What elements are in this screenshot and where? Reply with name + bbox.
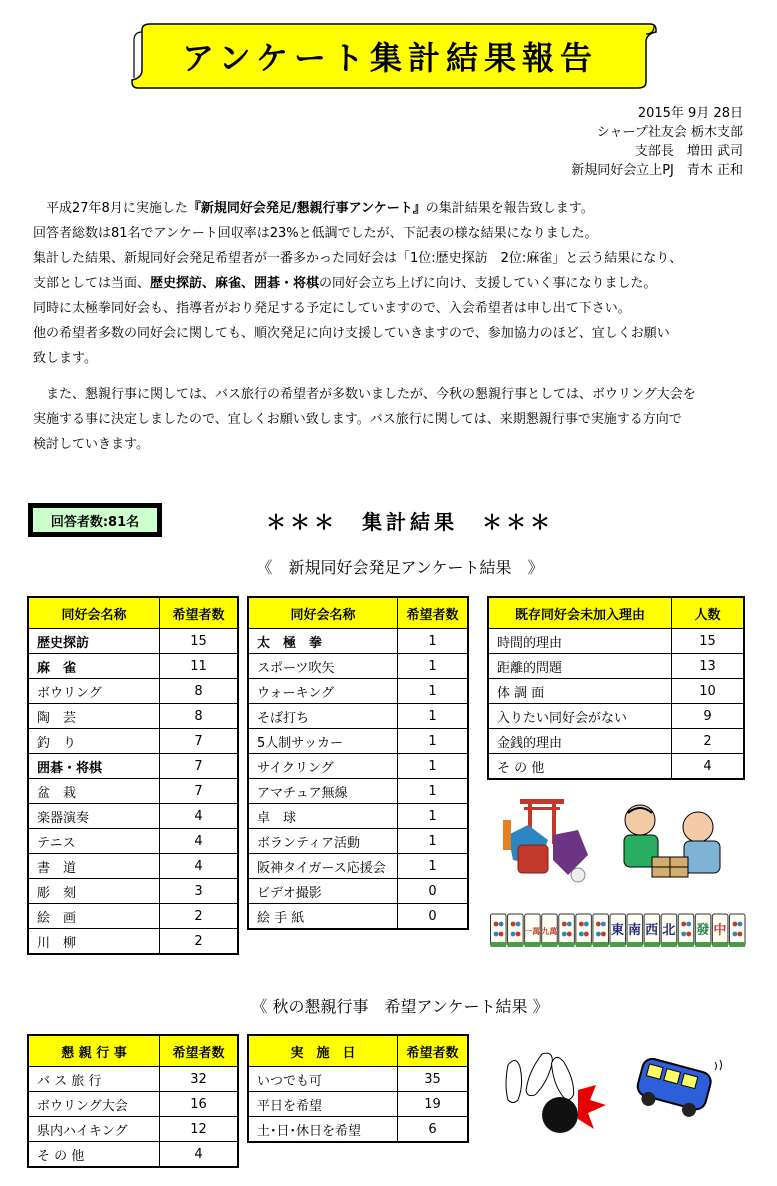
- table-row: [28, 1142, 238, 1168]
- row-label: 絵 画: [28, 904, 160, 929]
- mahjong-tile-dot: [579, 932, 584, 937]
- mahjong-tile-label: 西: [645, 923, 659, 938]
- text-span: 平成27年8月に実施した: [33, 201, 188, 216]
- row-label: 土･日･休日を希望: [248, 1117, 398, 1143]
- events-paragraph: [33, 382, 763, 457]
- mahjong-tile-label: 東: [610, 923, 625, 938]
- mahjong-tile: [559, 914, 575, 946]
- para2-line: また、懇親行事に関しては、バス旅行の希望者が多数いましたが、今秋の懇親行事としては、ボウリング大会を: [33, 387, 696, 402]
- document-header: [443, 104, 743, 180]
- travel-illustration: [498, 795, 598, 890]
- row-value: 35: [398, 1067, 469, 1092]
- table-header-row: [28, 1035, 238, 1067]
- table-row: [28, 804, 238, 829]
- column-header: 希望者数: [160, 597, 239, 629]
- clubs-table-right: [247, 596, 469, 930]
- table-row: [28, 854, 238, 879]
- row-label: そ の 他: [488, 754, 672, 780]
- row-label: 囲碁・将棋: [28, 754, 160, 779]
- table-row: [28, 629, 238, 654]
- row-label: テニス: [28, 829, 160, 854]
- row-value: 19: [398, 1092, 469, 1117]
- table-row: [248, 779, 468, 804]
- shogi-players-illustration: [610, 795, 730, 890]
- table-row: [248, 879, 468, 904]
- row-value: 32: [160, 1067, 239, 1092]
- table-row: [28, 1092, 238, 1117]
- mahjong-tile-back: [610, 942, 626, 947]
- column-header: 同好会名称: [248, 597, 398, 629]
- column-header: 実 施 日: [248, 1035, 398, 1067]
- row-value: 12: [160, 1117, 239, 1142]
- row-value: 2: [160, 904, 239, 929]
- mahjong-tile-dot: [584, 932, 589, 937]
- row-label: ボウリング大会: [28, 1092, 160, 1117]
- row-value: 2: [672, 729, 745, 754]
- row-label: 陶 芸: [28, 704, 160, 729]
- row-value: 6: [398, 1117, 469, 1143]
- table-row: [248, 629, 468, 654]
- row-label: ビデオ撮影: [248, 879, 398, 904]
- row-value: 11: [160, 654, 239, 679]
- branch-chief: 支部長 増田 武司: [634, 144, 743, 159]
- table-header-row: [488, 597, 744, 629]
- mahjong-tile-dot: [499, 932, 504, 937]
- mahjong-tile-dot: [681, 932, 686, 937]
- row-value: 8: [160, 679, 239, 704]
- row-value: 1: [398, 829, 469, 854]
- mahjong-tile-back: [491, 942, 507, 947]
- row-value: 1: [398, 729, 469, 754]
- mahjong-tile-dot: [596, 922, 601, 927]
- row-label: ボランティア活動: [248, 829, 398, 854]
- mahjong-tile: [729, 914, 745, 946]
- mahjong-tile-dot: [686, 932, 691, 937]
- row-value: 8: [160, 704, 239, 729]
- mahjong-tile-dot: [516, 932, 521, 937]
- table-header-row: [248, 597, 468, 629]
- table-row: [248, 904, 468, 930]
- row-label: 時間的理由: [488, 629, 672, 654]
- row-value: 13: [672, 654, 745, 679]
- mahjong-tile-label: 南: [628, 923, 642, 938]
- mahjong-tile: [576, 914, 592, 946]
- column-header: 希望者数: [398, 1035, 469, 1067]
- mahjong-tile-back: [644, 942, 660, 947]
- mahjong-tile-dot: [601, 932, 606, 937]
- highlight-clubs: 歴史探訪、麻雀、囲碁・将棋: [150, 276, 320, 291]
- mahjong-tile-dot: [562, 932, 567, 937]
- mahjong-tile-dot: [733, 922, 738, 927]
- bowling-illustration: [498, 1045, 608, 1140]
- mahjong-tile-dot: [681, 922, 686, 927]
- row-label: 県内ハイキング: [28, 1117, 160, 1142]
- para1-line: [33, 196, 763, 221]
- row-value: 16: [160, 1092, 239, 1117]
- para1-line: [33, 271, 763, 296]
- mahjong-tile-dot: [596, 932, 601, 937]
- row-label: そば打ち: [248, 704, 398, 729]
- row-label: スポーツ吹矢: [248, 654, 398, 679]
- column-header: 希望者数: [160, 1035, 239, 1067]
- events-table: [27, 1034, 239, 1168]
- para1-line: 同時に太極拳同好会も、指導者がおり発足する予定にしていますので、入会希望者は申し出て下さい。: [33, 301, 631, 316]
- table-header-row: [28, 597, 238, 629]
- mahjong-tile-back: [576, 942, 592, 947]
- row-value: 1: [398, 629, 469, 654]
- table-row: [28, 654, 238, 679]
- reasons-table: [487, 596, 745, 780]
- mahjong-tile-back: [627, 942, 643, 947]
- table-row: [248, 654, 468, 679]
- mahjong-tile-dot: [738, 932, 743, 937]
- mahjong-tile: [593, 914, 609, 946]
- table-row: [28, 779, 238, 804]
- text-span: の集計結果を報告致します。: [425, 201, 594, 216]
- row-label: 釣 り: [28, 729, 160, 754]
- mahjong-tile-dot: [494, 922, 499, 927]
- table-row: [248, 854, 468, 879]
- table-row: [248, 1092, 468, 1117]
- mahjong-tile-back: [678, 942, 694, 947]
- section-title-clubs: 《 新規同好会発足アンケート結果 》: [256, 558, 544, 577]
- row-label: 麻 雀: [28, 654, 160, 679]
- respondents-badge: 回答者数:81名: [28, 503, 162, 537]
- table-row: [488, 679, 744, 704]
- row-value: 1: [398, 679, 469, 704]
- mahjong-tile-dot: [511, 932, 516, 937]
- mahjong-tile-back: [542, 942, 558, 947]
- table-row: [488, 629, 744, 654]
- table-row: [488, 654, 744, 679]
- row-value: 4: [160, 854, 239, 879]
- mahjong-tile-back: [525, 942, 541, 947]
- row-value: 1: [398, 754, 469, 779]
- table-row: [488, 704, 744, 729]
- table-row: [488, 754, 744, 780]
- mahjong-tile-dot: [686, 922, 691, 927]
- column-header: 同好会名称: [28, 597, 160, 629]
- row-label: ウォーキング: [248, 679, 398, 704]
- row-value: 7: [160, 729, 239, 754]
- mahjong-tile: [508, 914, 524, 946]
- mahjong-tile-dot: [562, 922, 567, 927]
- row-label: 書 道: [28, 854, 160, 879]
- table-row: [28, 704, 238, 729]
- organization: シャープ社友会 栃木支部: [596, 125, 743, 140]
- row-value: 1: [398, 779, 469, 804]
- row-label: いつでも可: [248, 1067, 398, 1092]
- table-row: [28, 904, 238, 929]
- row-value: 2: [160, 929, 239, 955]
- bus-illustration: [630, 1052, 725, 1127]
- row-label: 絵 手 紙: [248, 904, 398, 930]
- para1-line: 致します。: [33, 351, 97, 366]
- row-label: 金銭的理由: [488, 729, 672, 754]
- table-row: [248, 754, 468, 779]
- mahjong-tile-dot: [601, 922, 606, 927]
- row-label: サイクリング: [248, 754, 398, 779]
- column-header: 既存同好会未加入理由: [488, 597, 672, 629]
- row-value: 1: [398, 854, 469, 879]
- table-row: [488, 729, 744, 754]
- row-value: 4: [160, 804, 239, 829]
- mahjong-tile-dot: [567, 922, 572, 927]
- mahjong-tile-dot: [511, 922, 516, 927]
- table-header-row: [248, 1035, 468, 1067]
- text-span: 支部としては当面、: [33, 276, 151, 291]
- mahjong-tile-dot: [567, 932, 572, 937]
- page-title: アンケート集計結果報告: [181, 39, 599, 77]
- mahjong-tiles-illustration: [490, 912, 746, 950]
- mahjong-tile-dot: [738, 922, 743, 927]
- row-value: 15: [160, 629, 239, 654]
- row-value: 4: [160, 1142, 239, 1168]
- column-header: 懇 親 行 事: [28, 1035, 160, 1067]
- table-row: [248, 679, 468, 704]
- row-label: 入りたい同好会がない: [488, 704, 672, 729]
- row-value: 1: [398, 804, 469, 829]
- column-header: 人数: [672, 597, 745, 629]
- row-label: 平日を希望: [248, 1092, 398, 1117]
- mahjong-tile-dot: [579, 922, 584, 927]
- intro-paragraph: [33, 196, 763, 371]
- mahjong-tile-dot: [494, 932, 499, 937]
- table-row: [28, 829, 238, 854]
- row-label: 体 調 面: [488, 679, 672, 704]
- row-value: 4: [160, 829, 239, 854]
- mahjong-tile-dot: [733, 932, 738, 937]
- table-row: [248, 804, 468, 829]
- table-row: [248, 729, 468, 754]
- mahjong-tile-back: [559, 942, 575, 947]
- table-row: [28, 1067, 238, 1092]
- survey-name: 『新規同好会発足/懇親行事アンケート』: [187, 201, 426, 216]
- table-row: [28, 679, 238, 704]
- clubs-table-left: [27, 596, 239, 955]
- para2-line: 検討していきます。: [33, 437, 149, 452]
- row-label: 彫 刻: [28, 879, 160, 904]
- row-value: 4: [672, 754, 745, 780]
- table-row: [248, 829, 468, 854]
- row-label: 太 極 拳: [248, 629, 398, 654]
- mahjong-tile-back: [712, 942, 728, 947]
- table-row: [248, 704, 468, 729]
- dates-table: [247, 1034, 469, 1143]
- row-label: ボウリング: [28, 679, 160, 704]
- row-label: 卓 球: [248, 804, 398, 829]
- row-label: バ ス 旅 行: [28, 1067, 160, 1092]
- para2-line: 実施する事に決定しましたので、宜しくお願い致します。バス旅行に関しては、来期懇親行事で実施する方向で: [33, 412, 682, 427]
- row-value: 10: [672, 679, 745, 704]
- row-label: 距離的問題: [488, 654, 672, 679]
- table-row: [28, 754, 238, 779]
- row-label: そ の 他: [28, 1142, 160, 1168]
- row-value: 15: [672, 629, 745, 654]
- mahjong-tile-back: [695, 942, 711, 947]
- mahjong-tile-back: [661, 942, 677, 947]
- mahjong-tile-dot: [499, 922, 504, 927]
- report-date: 2015年 9月 28日: [637, 106, 743, 121]
- mahjong-tile-label: 中: [713, 923, 727, 938]
- mahjong-tile-label: 一萬: [524, 927, 541, 936]
- row-label: 楽器演奏: [28, 804, 160, 829]
- mahjong-tile-dot: [516, 922, 521, 927]
- mahjong-tile-dot: [584, 922, 589, 927]
- project-lead: 新規同好会立上PJ 青木 正和: [571, 163, 743, 178]
- table-row: [248, 1117, 468, 1143]
- mahjong-tile-back: [593, 942, 609, 947]
- table-row: [28, 929, 238, 955]
- mahjong-tile-label: 九萬: [541, 927, 558, 936]
- row-label: アマチュア無線: [248, 779, 398, 804]
- row-label: 阪神タイガース応援会: [248, 854, 398, 879]
- summary-heading: ＊＊＊ 集計結果 ＊＊＊: [266, 510, 554, 534]
- para1-line: 他の希望者多数の同好会に関しても、順次発足に向け支援していきますので、参加協力のほど、宜しくお願い: [33, 326, 670, 341]
- row-value: 0: [398, 904, 469, 930]
- text-span: の同好会立ち上げに向け、支援していく事になりました。: [319, 276, 657, 291]
- mahjong-tile-label: 發: [696, 923, 710, 938]
- table-row: [28, 879, 238, 904]
- column-header: 希望者数: [398, 597, 469, 629]
- row-value: 0: [398, 879, 469, 904]
- mahjong-tile: [491, 914, 507, 946]
- para1-line: 回答者総数は81名でアンケート回収率は23%と低調でしたが、下記表の様な結果になりました。: [33, 226, 598, 241]
- row-label: 5人制サッカー: [248, 729, 398, 754]
- mahjong-tile-back: [729, 942, 745, 947]
- mahjong-tile-label: 北: [662, 923, 676, 938]
- row-value: 1: [398, 704, 469, 729]
- row-value: 9: [672, 704, 745, 729]
- mahjong-tile-back: [508, 942, 524, 947]
- table-row: [28, 1117, 238, 1142]
- row-label: 歴史探訪: [28, 629, 160, 654]
- row-value: 7: [160, 754, 239, 779]
- section-title-events: 《 秋の懇親行事 希望アンケート結果 》: [251, 997, 549, 1016]
- row-value: 1: [398, 654, 469, 679]
- row-value: 3: [160, 879, 239, 904]
- table-row: [248, 1067, 468, 1092]
- mahjong-tile: [678, 914, 694, 946]
- row-label: 盆 栽: [28, 779, 160, 804]
- table-row: [28, 729, 238, 754]
- para1-line: 集計した結果、新規同好会発足希望者が一番多かった同好会は「1位:歴史探訪 2位:麻雀」と云う結果になり、: [33, 251, 683, 266]
- row-value: 7: [160, 779, 239, 804]
- row-label: 川 柳: [28, 929, 160, 955]
